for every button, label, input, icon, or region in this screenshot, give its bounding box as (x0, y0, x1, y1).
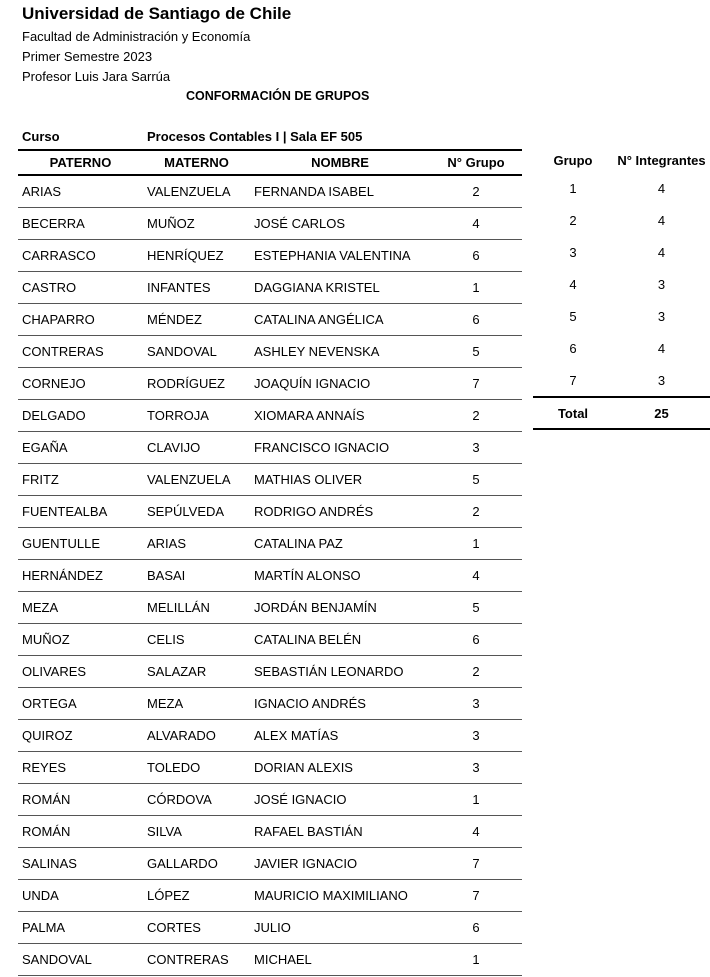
summary-row (533, 332, 710, 364)
cell-materno: CELIS (143, 624, 250, 656)
cell-materno: MUÑOZ (143, 208, 250, 240)
cell-nombre: DORIAN ALEXIS (250, 752, 430, 784)
cell-member-count: 4 (657, 340, 666, 356)
cell-grupo: 3 (430, 688, 522, 720)
cell-materno: ARIAS (143, 528, 250, 560)
cell-grupo: 2 (430, 400, 522, 432)
cell-paterno: OLIVARES (18, 656, 143, 688)
cell-group-number: 3 (569, 244, 577, 260)
cell-paterno: GUENTULLE (18, 528, 143, 560)
table-row (18, 240, 522, 272)
cell-materno: INFANTES (143, 272, 250, 304)
cell-grupo: 1 (430, 784, 522, 816)
cell-paterno: REYES (18, 752, 143, 784)
cell-group-number: 6 (569, 340, 577, 356)
cell-member-count: 3 (657, 308, 666, 324)
cell-materno: SILVA (143, 816, 250, 848)
cell-paterno: ROMÁN (18, 784, 143, 816)
cell-grupo: 1 (430, 528, 522, 560)
cell-paterno: HERNÁNDEZ (18, 560, 143, 592)
cell-nombre: RAFAEL BASTIÁN (250, 816, 430, 848)
cell-nombre: JOAQUÍN IGNACIO (250, 368, 430, 400)
cell-paterno: CORNEJO (18, 368, 143, 400)
cell-grupo: 6 (430, 912, 522, 944)
cell-nombre: IGNACIO ANDRÉS (250, 688, 430, 720)
total-value: 25 (613, 397, 710, 429)
summary-table-body (533, 172, 710, 429)
table-row (18, 464, 522, 496)
cell-materno: CORTES (143, 912, 250, 944)
column-header-grupo: N° Grupo (430, 150, 522, 175)
cell-grupo: 2 (430, 175, 522, 208)
cell-materno: VALENZUELA (143, 175, 250, 208)
cell-group-number: 7 (569, 372, 577, 388)
summary-row (533, 172, 710, 204)
cell-materno: HENRÍQUEZ (143, 240, 250, 272)
course-label: Curso (22, 129, 60, 144)
table-row (18, 752, 522, 784)
cell-member-count: 3 (657, 276, 666, 292)
cell-member-count: 4 (657, 212, 666, 228)
cell-materno: GALLARDO (143, 848, 250, 880)
cell-member-count: 4 (657, 180, 666, 196)
cell-materno: MELILLÁN (143, 592, 250, 624)
section-title: CONFORMACIÓN DE GRUPOS (186, 89, 370, 103)
cell-nombre: FERNANDA ISABEL (250, 175, 430, 208)
cell-nombre: JOSÉ IGNACIO (250, 784, 430, 816)
cell-paterno: QUIROZ (18, 720, 143, 752)
table-row (18, 624, 522, 656)
cell-materno: TOLEDO (143, 752, 250, 784)
table-row (18, 688, 522, 720)
cell-grupo: 6 (430, 304, 522, 336)
cell-paterno: SANDOVAL (18, 944, 143, 976)
faculty-line: Facultad de Administración y Economía (22, 29, 251, 44)
students-table (18, 149, 522, 976)
students-header-row (18, 150, 522, 175)
cell-group-number: 2 (569, 212, 577, 228)
table-row (18, 175, 522, 208)
cell-materno: MEZA (143, 688, 250, 720)
column-header-group: Grupo (553, 153, 593, 168)
column-header-materno: MATERNO (143, 150, 250, 175)
table-row (18, 400, 522, 432)
table-row (18, 496, 522, 528)
cell-paterno: MEZA (18, 592, 143, 624)
cell-nombre: MARTÍN ALONSO (250, 560, 430, 592)
cell-nombre: MAURICIO MAXIMILIANO (250, 880, 430, 912)
cell-nombre: ALEX MATÍAS (250, 720, 430, 752)
cell-grupo: 1 (430, 272, 522, 304)
cell-grupo: 2 (430, 496, 522, 528)
cell-member-count: 3 (657, 372, 666, 388)
table-row (18, 528, 522, 560)
cell-paterno: CONTRERAS (18, 336, 143, 368)
table-row (18, 816, 522, 848)
cell-paterno: CARRASCO (18, 240, 143, 272)
table-row (18, 944, 522, 976)
cell-nombre: FRANCISCO IGNACIO (250, 432, 430, 464)
cell-grupo: 5 (430, 464, 522, 496)
table-row (18, 272, 522, 304)
table-row (18, 720, 522, 752)
table-row (18, 304, 522, 336)
total-label: Total (533, 397, 613, 429)
cell-group-number: 1 (569, 180, 577, 196)
cell-group-number: 5 (569, 308, 577, 324)
column-header-nombre: NOMBRE (250, 150, 430, 175)
cell-materno: CÓRDOVA (143, 784, 250, 816)
summary-row (533, 236, 710, 268)
cell-materno: SALAZAR (143, 656, 250, 688)
students-table-body (18, 175, 522, 976)
cell-materno: CLAVIJO (143, 432, 250, 464)
cell-nombre: JOSÉ CARLOS (250, 208, 430, 240)
cell-nombre: JAVIER IGNACIO (250, 848, 430, 880)
cell-grupo: 3 (430, 752, 522, 784)
table-row (18, 784, 522, 816)
cell-grupo: 6 (430, 240, 522, 272)
cell-nombre: CATALINA BELÉN (250, 624, 430, 656)
cell-nombre: JORDÁN BENJAMÍN (250, 592, 430, 624)
table-row (18, 880, 522, 912)
cell-materno: ALVARADO (143, 720, 250, 752)
cell-grupo: 4 (430, 208, 522, 240)
summary-row (533, 300, 710, 332)
summary-row (533, 364, 710, 397)
cell-group-number: 4 (569, 276, 577, 292)
cell-materno: VALENZUELA (143, 464, 250, 496)
cell-grupo: 4 (430, 816, 522, 848)
cell-nombre: MATHIAS OLIVER (250, 464, 430, 496)
cell-paterno: FUENTEALBA (18, 496, 143, 528)
cell-paterno: BECERRA (18, 208, 143, 240)
cell-grupo: 2 (430, 656, 522, 688)
professor-line: Profesor Luis Jara Sarrúa (22, 69, 171, 84)
cell-nombre: SEBASTIÁN LEONARDO (250, 656, 430, 688)
summary-row (533, 268, 710, 300)
cell-paterno: FRITZ (18, 464, 143, 496)
semester-line: Primer Semestre 2023 (22, 49, 153, 64)
cell-nombre: JULIO (250, 912, 430, 944)
cell-nombre: CATALINA PAZ (250, 528, 430, 560)
course-value: Procesos Contables I | Sala EF 505 (147, 129, 363, 144)
cell-nombre: RODRIGO ANDRÉS (250, 496, 430, 528)
cell-paterno: ORTEGA (18, 688, 143, 720)
cell-grupo: 7 (430, 848, 522, 880)
university-title: Universidad de Santiago de Chile (22, 4, 292, 23)
cell-paterno: CASTRO (18, 272, 143, 304)
cell-materno: BASAI (143, 560, 250, 592)
cell-materno: CONTRERAS (143, 944, 250, 976)
summary-total-row (533, 397, 710, 429)
cell-paterno: SALINAS (18, 848, 143, 880)
cell-paterno: DELGADO (18, 400, 143, 432)
cell-paterno: PALMA (18, 912, 143, 944)
cell-grupo: 3 (430, 720, 522, 752)
cell-nombre: XIOMARA ANNAÍS (250, 400, 430, 432)
table-row (18, 656, 522, 688)
cell-nombre: CATALINA ANGÉLICA (250, 304, 430, 336)
cell-materno: SEPÚLVEDA (143, 496, 250, 528)
cell-grupo: 7 (430, 368, 522, 400)
summary-row (533, 204, 710, 236)
cell-materno: MÉNDEZ (143, 304, 250, 336)
cell-grupo: 4 (430, 560, 522, 592)
cell-materno: SANDOVAL (143, 336, 250, 368)
table-row (18, 432, 522, 464)
cell-paterno: ROMÁN (18, 816, 143, 848)
table-row (18, 368, 522, 400)
cell-paterno: EGAÑA (18, 432, 143, 464)
cell-paterno: ARIAS (18, 175, 143, 208)
cell-grupo: 6 (430, 624, 522, 656)
column-header-members: N° Integrantes (617, 153, 706, 168)
cell-nombre: ASHLEY NEVENSKA (250, 336, 430, 368)
table-row (18, 592, 522, 624)
group-summary-table (533, 149, 710, 430)
cell-grupo: 3 (430, 432, 522, 464)
cell-nombre: ESTEPHANIA VALENTINA (250, 240, 430, 272)
cell-grupo: 7 (430, 880, 522, 912)
table-row (18, 560, 522, 592)
cell-paterno: CHAPARRO (18, 304, 143, 336)
cell-paterno: MUÑOZ (18, 624, 143, 656)
cell-paterno: UNDA (18, 880, 143, 912)
cell-materno: RODRÍGUEZ (143, 368, 250, 400)
table-row (18, 848, 522, 880)
cell-grupo: 5 (430, 336, 522, 368)
cell-nombre: MICHAEL (250, 944, 430, 976)
cell-member-count: 4 (657, 244, 666, 260)
summary-header-row (533, 149, 710, 172)
table-row (18, 912, 522, 944)
cell-materno: TORROJA (143, 400, 250, 432)
table-row (18, 336, 522, 368)
table-row (18, 208, 522, 240)
column-header-paterno: PATERNO (18, 150, 143, 175)
cell-materno: LÓPEZ (143, 880, 250, 912)
cell-grupo: 1 (430, 944, 522, 976)
cell-grupo: 5 (430, 592, 522, 624)
cell-nombre: DAGGIANA KRISTEL (250, 272, 430, 304)
